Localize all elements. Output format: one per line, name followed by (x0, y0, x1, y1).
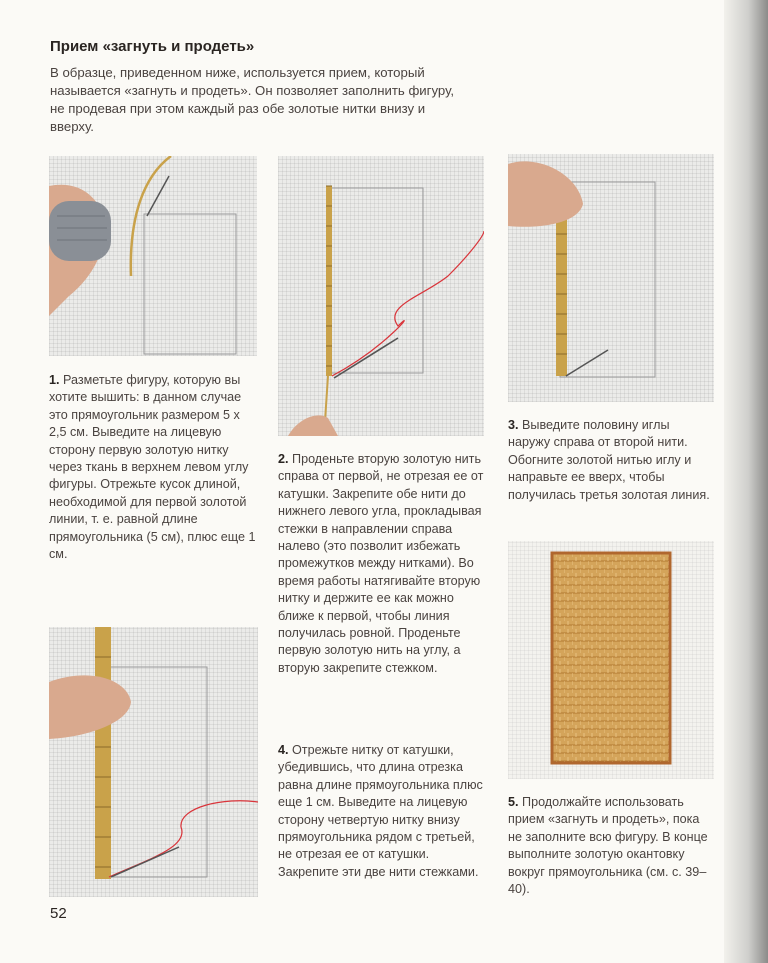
step-3-text: Выведите половину иглы наружу справа от второй нити. Обогните золотой нитью иглу и направьте ее вверх, чтобы получилась третья золотая линия. (508, 418, 710, 502)
step-1-text: Разметьте фигуру, которую вы хотите вышить: в данном случае это прямоугольник размером 5 х 2,5 см. Выведите на лицевую сторону первую золотую нитку через ткань в верхнем левом углу фигуры. Отрежьте кусок длиной, необходимой для первой золотой линии, т. е. равной длине прямоугольника (5 см), плюс еще 1 см. (49, 373, 256, 562)
page-number: 52 (50, 905, 67, 922)
photo-step-5 (508, 541, 714, 779)
book-spine-shadow (724, 0, 768, 963)
step-5-number: 5. (508, 795, 519, 809)
finger (49, 675, 131, 739)
step-1 (49, 372, 259, 563)
step-2-number: 2. (278, 452, 289, 466)
gold-line (326, 186, 332, 376)
photo-step-3 (508, 154, 714, 402)
pencil-outline (328, 188, 423, 373)
gold-lines (95, 627, 111, 879)
thimble-icon (49, 201, 111, 261)
step-4-number: 4. (278, 743, 289, 757)
step-5-text: Продолжайте использовать прием «загнуть и продеть», пока не заполните всю фигуру. В конце выполните золотую окантовку вокруг прямоугольника (см. с. 39–40). (508, 795, 708, 897)
step-2-text: Проденьте вторую золотую нить справа от первой, не отрезая ее от катушки. Закрепите обе нити до нижнего левого угла, прокладывая стежки в направлении справа налево (это позволит избежать промежутков между нитками). Во время работы натягивайте вторую нитку и держите ее как можно ближе к первой, чтобы линия получилась ровной. Проденьте первую золотую нить на углу, а вторую закрепите стежком. (278, 452, 484, 675)
intro-paragraph: В образце, приведенном ниже, используется прием, который называется «загнуть и продеть». Он позволяет заполнить фигуру, не продевая при этом каждый раз обе золотые нитки внизу и вверху. (50, 65, 455, 134)
pencil-outline (144, 214, 236, 354)
photo-step-4 (49, 627, 258, 897)
step-3-number: 3. (508, 418, 519, 432)
step-4-text: Отрежьте нитку от катушки, убедившись, что длина отрезка равна длине прямоугольника плюс еще 1 см. Выведите на лицевую сторону четвертую нитку внизу прямоугольника рядом с третьей, не отрезая ее от катушки. Закрепите эти две нити стежками. (278, 743, 483, 879)
step-1-number: 1. (49, 373, 60, 387)
step-5 (508, 794, 714, 898)
finger (508, 161, 583, 226)
step-3 (508, 417, 714, 504)
step-2 (278, 451, 484, 677)
finished-gold-rectangle (552, 553, 670, 763)
step-4 (278, 742, 484, 881)
section-heading: Прием «загнуть и продеть» (50, 38, 255, 55)
photo-step-1 (49, 156, 257, 356)
photo-step-2 (278, 156, 484, 436)
